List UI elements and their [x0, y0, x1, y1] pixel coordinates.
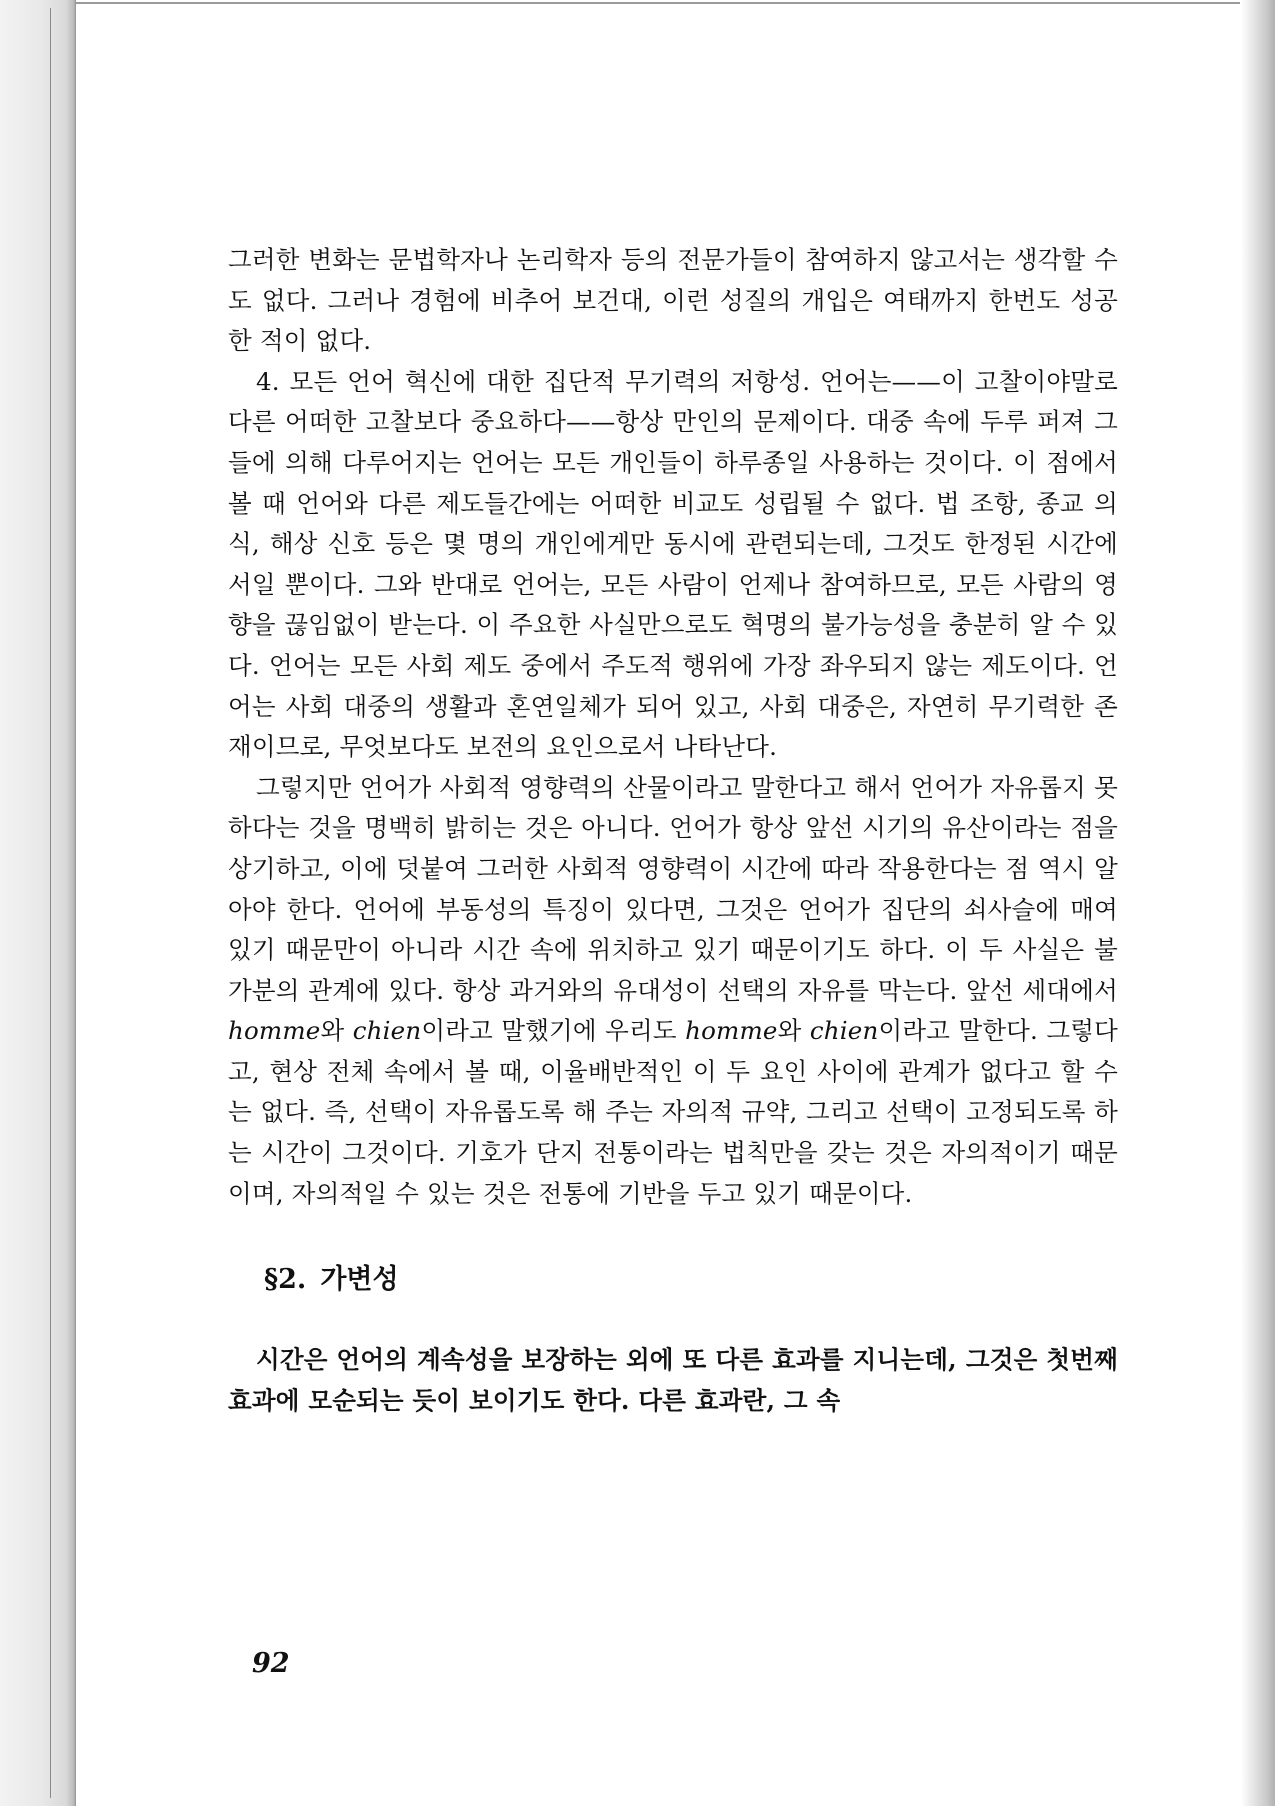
- italic-word-homme: homme: [228, 1016, 321, 1046]
- section-heading: [228, 1260, 1118, 1340]
- body-text: [228, 240, 1118, 1214]
- book-page: [228, 240, 1118, 1710]
- book-binding-edge: [0, 0, 76, 1806]
- paragraph-3-text: 그렇지만 언어가 사회적 영향력의 산물이라고 말한다고 해서 언어가 자유롭지 못하다는 것을 명백히 밝히는 것은 아니다. 언어가 항상 앞선 시기의 유산이라는 점을 상기하고, 이에 덧붙여 그러한 사회적 영향력이 시간에 따라 작용한다는 점 역시 알아야 한다. 언어에 부동성의 특징이 있다면, 그것은 언어가 집단의 쇠사슬에 매여 있기 때문만이 아니라 시간 속에 위치하고 있기 때문이기도 하다. 이 두 사실은 불가분의 관계에 있다. 항상 과거와의 유대성이 선택의 자유를 막는다. 앞선 세대에서: [228, 772, 1118, 1005]
- section-body-text: [228, 1340, 1118, 1421]
- paragraph-2: 4. 모든 언어 혁신에 대한 집단적 무기력의 저항성. 언어는——이 고찰이야말로 다른 어떠한 고찰보다 중요하다——항상 만인의 문제이다. 대중 속에 두루 퍼져 그들에 의해 다루어지는 언어는 모든 개인들이 하루종일 사용하는 것이다. 이 점에서 볼 때 언어와 다른 제도들간에는 어떠한 비교도 성립될 수 없다. 법 조항, 종교 의식, 해상 신호 등은 몇 명의 개인에게만 동시에 관련되는데, 그것도 한정된 시간에서일 뿐이다. 그와 반대로 언어는, 모든 사람이 언제나 참여하므로, 모든 사람의 영향을 끊임없이 받는다. 이 주요한 사실만으로도 혁명의 불가능성을 충분히 알 수 있다. 언어는 모든 사회 제도 중에서 주도적 행위에 가장 좌우되지 않는 제도이다. 언어는 사회 대중의 생활과 혼연일체가 되어 있고, 사회 대중은, 자연히 무기력한 존재이므로, 무엇보다도 보전의 요인으로서 나타난다.: [228, 366, 1118, 762]
- book-spine-line: [50, 8, 51, 1798]
- page-top-edge: [60, 2, 1240, 4]
- paragraph-3-conj-1: 와: [320, 1016, 353, 1046]
- paragraph-1: 그러한 변화는 문법학자나 논리학자 등의 전문가들이 참여하지 않고서는 생각할 수도 없다. 그러나 경험에 비추어 보건대, 이런 성질의 개입은 여태까지 한번도 성공한 적이 없다.: [228, 245, 1118, 356]
- section-number: §2.: [264, 1264, 307, 1296]
- page-right-shadow: [1241, 0, 1275, 1806]
- paragraph-3-mid: 이라고 말했기에 우리도: [421, 1016, 686, 1046]
- italic-word-chien-2: chien: [809, 1016, 879, 1046]
- paragraph-3-conj-2: 와: [777, 1016, 810, 1046]
- paragraph-3: [228, 768, 1118, 1215]
- italic-word-chien: chien: [352, 1016, 422, 1046]
- section-title: 가변성: [320, 1264, 399, 1296]
- page-number: 92: [252, 1648, 290, 1679]
- paragraph-3-tail: 이라고 말한다. 그렇다고, 현상 전체 속에서 볼 때, 이율배반적인 이 두 요인 사이에 관계가 없다고 할 수는 없다. 즉, 선택이 자유롭도록 해 주는 자의적 규약, 그리고 선택이 고정되도록 하는 시간이 그것이다. 기호가 단지 전통이라는 법칙만을 갖는 것은 자의적이기 때문이며, 자의적일 수 있는 것은 전통에 기반을 두고 있기 때문이다.: [228, 1016, 1118, 1208]
- section-paragraph: 시간은 언어의 계속성을 보장하는 외에 또 다른 효과를 지니는데, 그것은 첫번째 효과에 모순되는 듯이 보이기도 한다. 다른 효과란, 그 속: [228, 1345, 1118, 1415]
- italic-word-homme-2: homme: [685, 1016, 778, 1046]
